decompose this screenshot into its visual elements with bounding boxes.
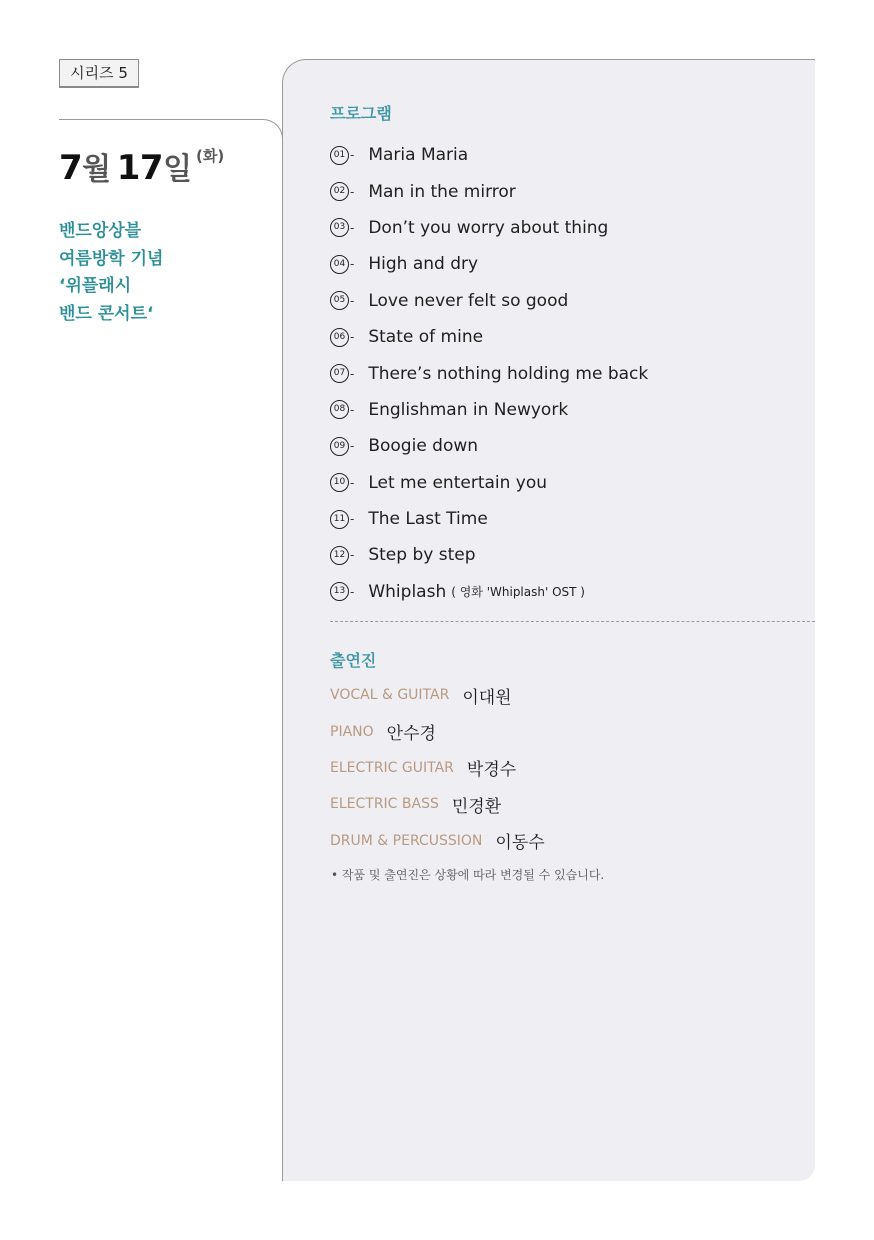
- performer-name: 이대원: [462, 687, 512, 708]
- program-item: [330, 537, 810, 573]
- performer-role: DRUM & PERCUSSION: [330, 832, 483, 849]
- program-list: [330, 137, 810, 610]
- track-number-badge: 01: [330, 146, 349, 165]
- song-title: Boogie down: [368, 436, 479, 457]
- track-dash: -: [350, 148, 355, 163]
- track-number-badge: 11: [330, 510, 349, 529]
- track-dash: -: [350, 548, 355, 563]
- performer-row: [330, 677, 545, 713]
- song-title: Love never felt so good: [368, 290, 569, 311]
- track-dash: -: [350, 330, 355, 345]
- program-item: [330, 574, 810, 610]
- track-number-badge: 12: [330, 546, 349, 565]
- track-dash: -: [350, 402, 355, 417]
- program-item: [330, 173, 810, 209]
- song-title: Maria Maria: [368, 145, 469, 166]
- track-number-badge: 05: [330, 291, 349, 310]
- song-title: Don’t you worry about thing: [368, 217, 609, 238]
- track-number-badge: 04: [330, 255, 349, 274]
- performers-heading: 출연진: [330, 651, 377, 670]
- section-divider: [330, 621, 815, 622]
- track-dash: -: [350, 184, 355, 199]
- event-title-line: 밴드 콘서트‘: [59, 303, 154, 324]
- series-tag: 시리즈 5: [59, 59, 139, 88]
- track-dash: -: [350, 584, 355, 599]
- date-month-unit: 월: [82, 152, 112, 187]
- track-number-badge: 08: [330, 400, 349, 419]
- performer-name: 박경수: [466, 760, 517, 781]
- song-title: State of mine: [368, 327, 484, 348]
- program-item: [330, 392, 810, 428]
- song-title: Step by step: [368, 545, 476, 566]
- performer-row: [330, 823, 545, 859]
- program-heading: 프로그램: [330, 104, 392, 123]
- performer-row: [330, 750, 545, 786]
- track-dash: -: [350, 439, 355, 454]
- song-title: There’s nothing holding me back: [368, 363, 649, 384]
- program-item: [330, 283, 810, 319]
- program-item: [330, 319, 810, 355]
- performer-role: ELECTRIC GUITAR: [330, 759, 454, 776]
- date-day: 17: [116, 148, 164, 188]
- track-number-badge: 02: [330, 182, 349, 201]
- date-weekday: (화): [196, 147, 225, 165]
- song-title: Whiplash: [368, 581, 447, 602]
- performer-role: ELECTRIC BASS: [330, 796, 439, 813]
- track-number-badge: 07: [330, 364, 349, 383]
- program-item: [330, 137, 810, 173]
- performer-name: 안수경: [386, 724, 436, 745]
- song-title: High and dry: [368, 254, 479, 275]
- song-note: ( 영화 'Whiplash' OST ): [451, 585, 585, 600]
- song-title: Man in the mirror: [368, 181, 516, 202]
- performer-name: 민경환: [451, 796, 502, 817]
- track-dash: -: [350, 475, 355, 490]
- program-item: [330, 428, 810, 464]
- date-day-unit: 일: [163, 152, 193, 187]
- event-title-line: 여름방학 기념: [59, 248, 164, 269]
- program-item: [330, 465, 810, 501]
- track-dash: -: [350, 293, 355, 308]
- song-title: The Last Time: [368, 509, 488, 530]
- performer-role: PIANO: [330, 723, 374, 740]
- performer-name: 이동수: [495, 833, 545, 854]
- date-month: 7: [59, 148, 83, 188]
- track-dash: -: [350, 220, 355, 235]
- program-item: [330, 355, 810, 391]
- event-date: [59, 144, 224, 188]
- footnote: • 작품 및 출연진은 상황에 따라 변경될 수 있습니다.: [331, 868, 605, 882]
- event-title-line: ‘위플래시: [59, 276, 132, 296]
- track-dash: -: [350, 366, 355, 381]
- performer-row: [330, 786, 545, 822]
- program-item: [330, 501, 810, 537]
- performer-role: VOCAL & GUITAR: [330, 687, 450, 704]
- track-dash: -: [350, 512, 355, 527]
- track-number-badge: 09: [330, 437, 349, 456]
- program-item: [330, 246, 810, 282]
- song-title: Englishman in Newyork: [368, 399, 569, 420]
- event-title: [59, 218, 269, 328]
- event-title-line: 밴드앙상블: [59, 221, 142, 241]
- performers-list: [330, 677, 545, 859]
- track-dash: -: [350, 257, 355, 272]
- track-number-badge: 03: [330, 218, 349, 237]
- program-item: [330, 210, 810, 246]
- track-number-badge: 06: [330, 328, 349, 347]
- song-title: Let me entertain you: [368, 472, 548, 493]
- track-number-badge: 10: [330, 473, 349, 492]
- performer-row: [330, 713, 545, 749]
- track-number-badge: 13: [330, 582, 349, 601]
